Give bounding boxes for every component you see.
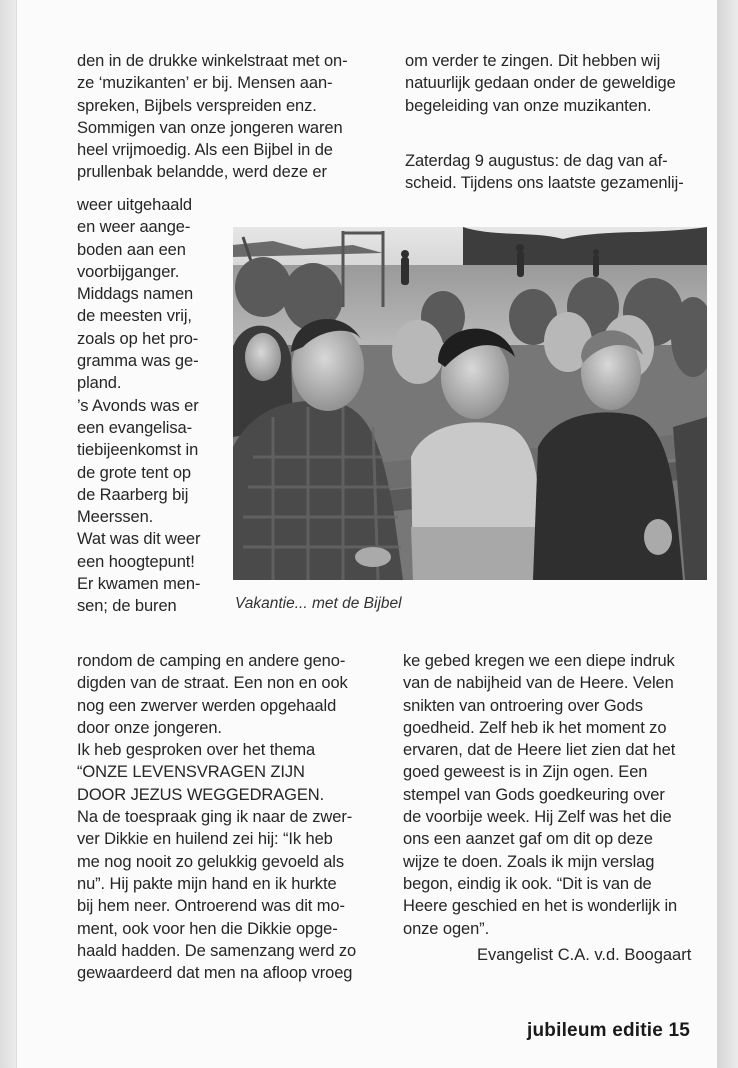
text-column-top-left (77, 50, 348, 184)
text-line: Heere geschied en het is wonderlijk in (403, 897, 678, 916)
text-line: onze ogen”. (403, 919, 490, 938)
text-line: den in de drukke winkelstraat met on- (77, 52, 348, 70)
text-line: Na de toespraak ging ik naar de zwer- (77, 808, 353, 827)
photo-illustration (233, 227, 707, 580)
page-binding-shadow (0, 0, 17, 1068)
text-line: de voorbije week. Hij Zelf was het die (403, 808, 672, 827)
text-line: de Raarberg bij (77, 485, 189, 504)
text-line: sen; de buren (77, 597, 177, 616)
text-line: een evangelisa- (77, 418, 192, 437)
text-column-bottom-left (77, 650, 356, 984)
text-line: zoals op het pro- (77, 329, 199, 348)
text-line: begeleiding van onze muzikanten. (405, 96, 652, 115)
text-column-beside-photo (77, 194, 200, 618)
magazine-page (17, 0, 717, 1068)
text-line: tiebijeenkomst in (77, 441, 199, 460)
text-line: stempel van Gods goedkeuring over (403, 785, 665, 804)
page-edge-shadow (717, 0, 738, 1068)
text-line: haald hadden. De samenzang werd zo (77, 941, 357, 960)
text-line: om verder te zingen. Dit hebben wij (405, 52, 661, 70)
text-line: bij hem neer. Ontroerend was dit mo- (77, 897, 345, 916)
text-line: Meerssen. (77, 508, 154, 527)
text-line: een hoogtepunt! (77, 552, 195, 571)
text-line: ons een aanzet gaf om dit op deze (403, 830, 653, 849)
group-photo (233, 227, 707, 580)
text-line: natuurlijk gedaan onder de geweldige (405, 74, 676, 93)
text-line: ver Dikkie en huilend zei hij: “Ik heb (77, 830, 333, 849)
text-line: boden aan een (77, 240, 186, 259)
text-line: gramma was ge- (77, 352, 199, 371)
text-line: heel vrijmoedig. Als een Bijbel in de (77, 141, 333, 160)
text-line: gewaardeerd dat men na afloop vroeg (77, 964, 353, 983)
text-line: nu”. Hij pakte mijn hand en ik hurkte (77, 874, 337, 893)
text-line: Ik heb gesproken over het thema (77, 741, 316, 760)
text-line: digden van de straat. Een non en ook (77, 674, 348, 693)
text-line: Er kwamen men- (77, 575, 201, 594)
text-line: de meesten vrij, (77, 307, 192, 326)
text-line: de grote tent op (77, 463, 191, 482)
text-line: spreken, Bijbels verspreiden enz. (77, 96, 317, 115)
author-signature: Evangelist C.A. v.d. Boogaart (477, 946, 692, 964)
photo-caption: Vakantie... met de Bijbel (235, 595, 402, 612)
text-line: “ONZE LEVENSVRAGEN ZIJN (77, 763, 305, 782)
text-line: Sommigen van onze jongeren waren (77, 118, 343, 137)
text-line: ke gebed kregen we een diepe indruk (403, 652, 675, 670)
text-paragraph-saturday (405, 150, 684, 195)
text-column-bottom-right (403, 650, 677, 940)
text-line: ze ‘muzikanten’ er bij. Mensen aan- (77, 74, 333, 93)
text-line: ment, ook voor hen die Dikkie opge- (77, 919, 338, 938)
text-line: rondom de camping en andere geno- (77, 652, 346, 670)
text-line: ervaren, dat de Heere liet zien dat het (403, 741, 676, 760)
text-line: voorbijganger. (77, 262, 180, 281)
text-line: nog een zwerver werden opgehaald (77, 696, 337, 715)
text-line: van de nabijheid van de Heere. Velen (403, 674, 674, 693)
text-line: snikten van ontroering over Gods (403, 696, 643, 715)
text-line: Zaterdag 9 augustus: de dag van af- (405, 152, 668, 170)
text-line: pland. (77, 374, 122, 393)
text-line: scheid. Tijdens ons laatste gezamenlij- (405, 174, 684, 193)
text-line: wijze te doen. Zoals ik mijn verslag (403, 852, 655, 871)
page-footer: jubileum editie 15 (527, 1020, 691, 1041)
text-line: door onze jongeren. (77, 718, 222, 737)
text-line: en weer aange- (77, 218, 191, 237)
text-line: me nog nooit zo gelukkig gevoeld als (77, 852, 344, 871)
text-line: goed geweest is in Zijn ogen. Een (403, 763, 648, 782)
text-line: Wat was dit weer (77, 530, 201, 549)
text-line: weer uitgehaald (77, 196, 192, 214)
text-line: prullenbak belandde, werd deze er (77, 163, 327, 182)
text-line: DOOR JEZUS WEGGEDRAGEN. (77, 785, 325, 804)
text-line: begon, eindig ik ook. “Dit is van de (403, 874, 652, 893)
text-line: ’s Avonds was er (77, 396, 199, 415)
text-line: Middags namen (77, 285, 194, 304)
text-column-top-right (405, 50, 676, 117)
text-line: goedheid. Zelf heb ik het moment zo (403, 718, 667, 737)
